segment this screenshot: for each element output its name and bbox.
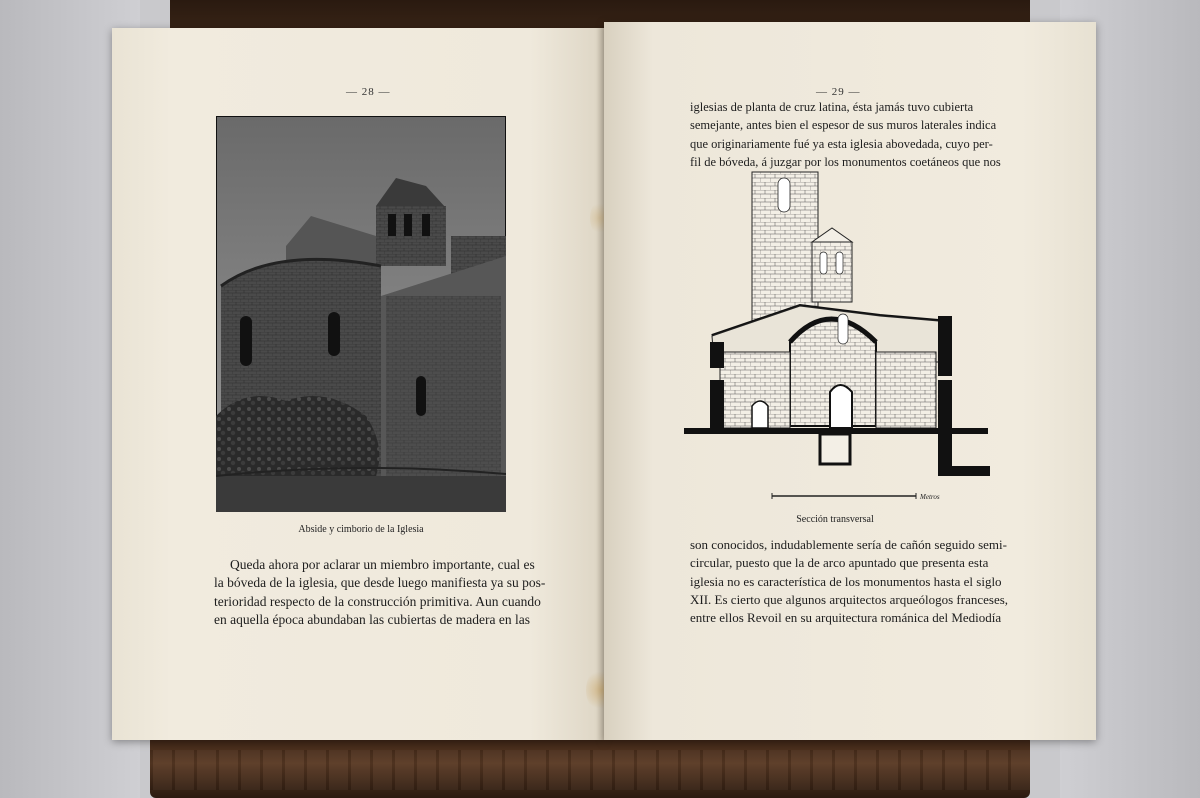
text-line: terioridad respecto de la construcción primitiva. Aun cuando [214,593,541,609]
text-line: en aquella época abundaban las cubiertas de madera en las [214,611,530,627]
text-line: son conocidos, indudablemente sería de cañón seguido semi- [690,537,1007,552]
text-line: la bóveda de la iglesia, que desde luego manifiesta ya su pos- [214,575,546,591]
left-body-text [214,556,546,629]
text-line: iglesias de planta de cruz latina, ésta jamás tuvo cubierta [690,100,974,114]
text-line: semejante, antes bien el espesor de sus muros laterales indica [690,118,997,133]
wood-grain [150,750,1030,790]
scale-label: Metros [920,493,940,501]
page-number-right: — 29 — [816,86,861,98]
text-line: iglesia no es característica de los monumentos hasta el siglo [690,573,1002,589]
text-line: que originariamente fué ya esta iglesia abovedada, cuyo per- [690,136,993,151]
church-apse-photo [216,116,506,512]
photo-caption: Abside y cimborio de la Iglesia [298,524,424,535]
text-line: entre ellos Revoil en su arquitectura románica del Mediodía [690,610,1002,626]
cross-section-drawing [680,166,992,506]
text-line: Queda ahora por aclarar un miembro importante, cual es [230,557,535,572]
text-line: fil de bóveda, á juzgar por los monumentos coetáneos que nos [690,154,1001,169]
page-number-left: — 28 — [346,86,391,98]
right-bottom-text [690,536,1009,627]
drawing-caption: Sección transversal [796,514,874,525]
right-top-text [690,98,1001,171]
text-line: XII. Es cierto que algunos arquitectos arqueólogos franceses, [690,591,1009,607]
text-line: circular, puesto que la de arco apuntado que presenta esta [690,555,989,571]
